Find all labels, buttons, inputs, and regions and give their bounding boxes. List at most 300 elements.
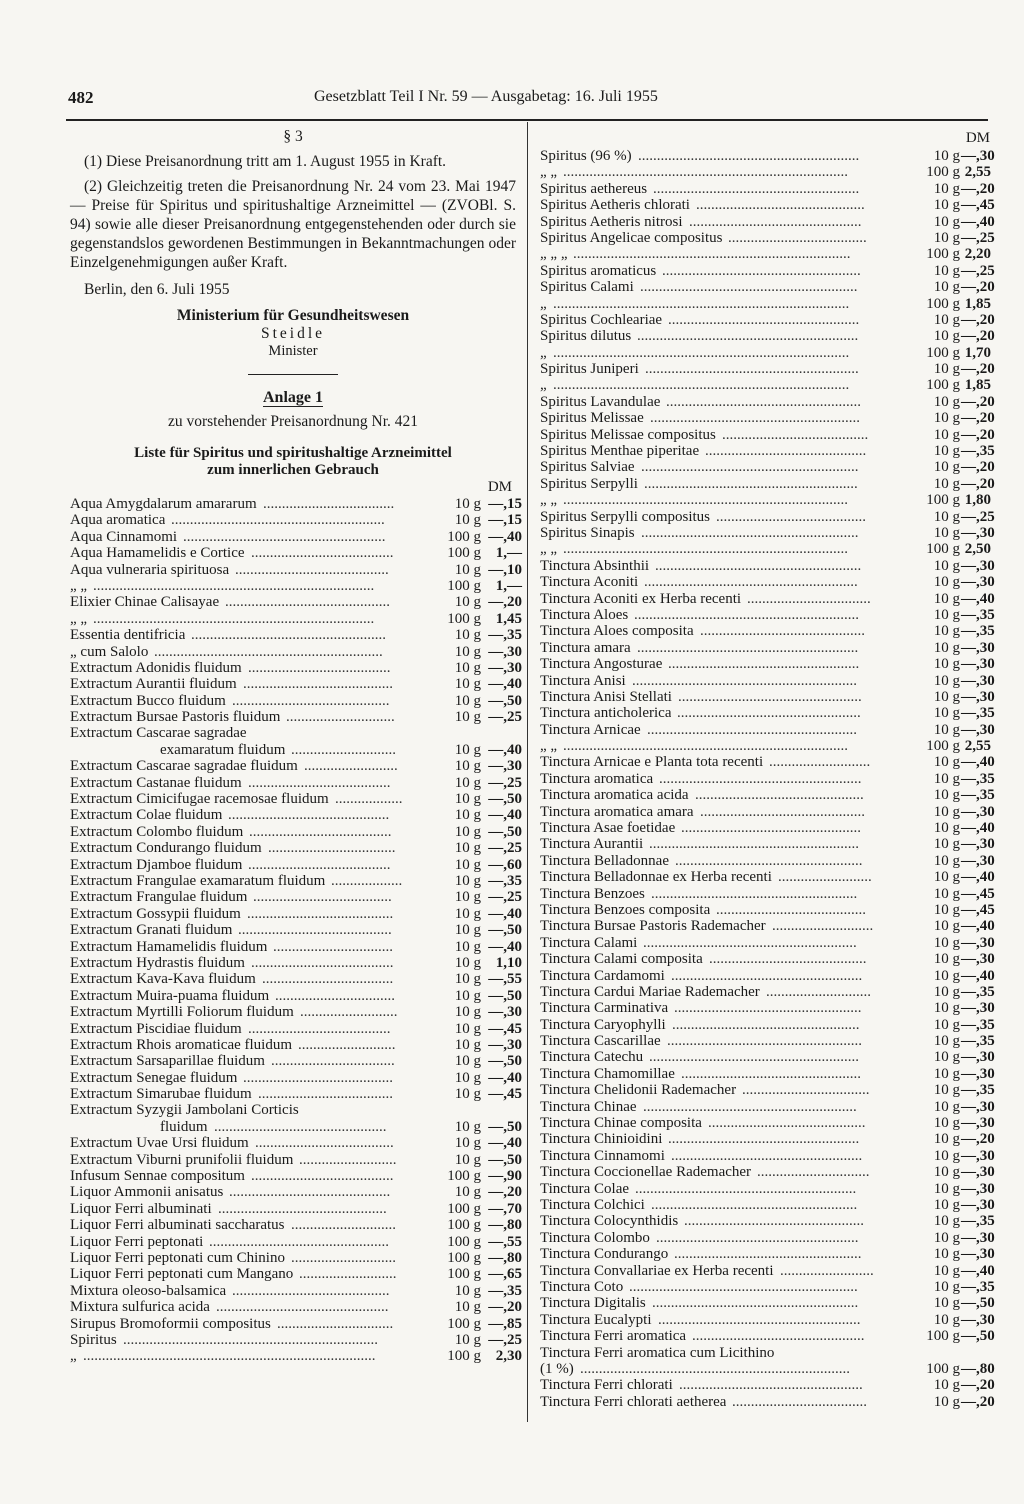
list-item [540,1197,995,1213]
price-list-left [70,496,522,1365]
item-quantity: 100 g [926,1360,960,1377]
item-quantity: 10 g [933,836,960,853]
item-quantity: 10 g [454,1299,481,1316]
list-item [70,1348,522,1365]
list-item [70,1036,522,1053]
item-price: —,50 [488,1118,522,1135]
item-price: —,40 [961,918,995,935]
item-name: Extractum Hydrastis fluidum [70,954,245,971]
item-name: „ „ [540,541,558,558]
item-name: Spiritus aromaticus [540,262,657,279]
item-name: Spiritus Sinapis [540,524,635,541]
item-price: —,50 [961,1328,995,1345]
item-quantity: 10 g [933,639,960,656]
list-item [70,1315,522,1332]
item-name: Extractum Colae fluidum [70,807,223,824]
list-item [70,856,522,873]
item-quantity: 10 g [933,918,960,935]
item-price: —,20 [961,279,995,296]
leader-dots: ......................... [304,758,398,775]
leader-dots: ........................................ [243,1069,393,1086]
leader-dots: ...................................... [251,545,394,562]
list-item [540,1360,995,1377]
item-price: —,25 [488,1331,522,1348]
item-price: 1,70 [964,344,991,361]
currency-header: DM [965,130,990,146]
item-name: Extractum Sarsaparillae fluidum [70,1053,265,1070]
leader-dots: .................................................... [667,1033,862,1050]
item-name: Sirupus Bromoformii compositus [70,1315,271,1332]
item-price: —,35 [961,1033,995,1050]
item-name: „ „ [70,610,88,627]
item-quantity: 10 g [933,1377,960,1394]
item-name: Tinctura Colombo [540,1229,650,1246]
item-price: —,20 [488,594,522,611]
item-price: —,30 [961,574,995,591]
leader-dots: .......................................................... [641,459,859,476]
list-item [540,1246,995,1263]
leader-dots: ............................ [766,983,871,1000]
list-item [540,1164,995,1181]
item-name: Extractum Frangulae fluidum [70,889,248,906]
list-item [540,1377,995,1394]
item-name: Tinctura Cascarillae [540,1033,661,1050]
item-price: 2,55 [964,738,991,755]
leader-dots: ............................................................. [154,643,383,660]
item-quantity: 10 g [933,1098,960,1115]
list-item [540,820,995,837]
item-quantity: 10 g [454,823,481,840]
item-name: Tinctura Convallariae ex Herba recenti [540,1262,774,1279]
item-name: Extractum Viburni prunifolii fluidum [70,1151,294,1168]
item-quantity: 10 g [933,901,960,918]
item-price: 1,— [495,577,522,594]
leader-dots: .................................... [732,1393,867,1410]
item-price: —,30 [961,1000,995,1017]
item-price: —,30 [961,656,995,673]
item-quantity: 10 g [933,1246,960,1263]
item-quantity: 10 g [454,692,481,709]
annex-title [70,389,516,407]
item-name: Tinctura Cardamomi [540,967,665,984]
leader-dots: ....................................................... [652,1295,859,1312]
item-quantity: 10 g [454,938,481,955]
leader-dots: ............................................................................ [563,492,848,509]
leader-dots: .............................................. [214,1118,387,1135]
leader-dots: ...................................... [249,823,392,840]
leader-dots: .................................. [268,840,396,857]
item-price: —,30 [961,1229,995,1246]
list-item [540,475,995,492]
list-item [70,823,522,840]
list-item [70,1299,522,1316]
list-item [540,1278,995,1295]
item-price: —,25 [961,262,995,279]
item-quantity: 100 g [447,577,481,594]
item-name: Extractum Bursae Pastoris fluidum [70,709,281,726]
item-quantity: 10 g [933,983,960,1000]
list-item [70,1069,522,1086]
item-quantity: 10 g [933,311,960,328]
item-quantity: 10 g [933,393,960,410]
item-price: —,40 [488,807,522,824]
item-price: —,20 [961,410,995,427]
leader-dots: .......................................................... [640,279,858,296]
item-name: Tinctura Chinae composita [540,1115,702,1132]
item-price: —,20 [488,1184,522,1201]
section-heading: § 3 [283,128,303,145]
item-price: —,30 [961,1197,995,1213]
item-name: Spiritus Aetheris chlorati [540,197,690,214]
item-quantity: 100 g [447,1315,481,1332]
list-title-line-1: Liste für Spiritus und spiritushaltige Arzneimittel [134,445,452,461]
item-price: —,40 [488,938,522,955]
item-name: Tinctura Colchici [540,1197,645,1213]
item-price: —,35 [961,1016,995,1033]
item-name: Extractum Uvae Ursi fluidum [70,1135,249,1152]
item-name: „ „ [540,164,558,181]
item-quantity: 10 g [933,197,960,214]
item-quantity: 10 g [933,623,960,640]
item-name: „ [540,344,547,361]
leader-dots: ...................................... [248,856,391,873]
item-name: Extractum Colombo fluidum [70,823,244,840]
list-item [540,787,995,804]
list-item [70,1020,522,1037]
item-price: —,50 [488,692,522,709]
list-item [70,1266,522,1283]
item-quantity: 10 g [933,1262,960,1279]
leader-dots: ................................................ [681,1065,861,1082]
annex-subtitle: zu vorstehender Preisanordnung Nr. 421 [167,413,419,430]
list-item [540,967,995,984]
leader-dots: ..................................................... [662,262,861,279]
item-price: —,30 [961,148,995,164]
price-list-right [540,148,995,1410]
leader-dots: ................................................... [668,311,860,328]
leader-dots: ........................................................ [650,410,860,427]
leader-dots: ............................................................................ [563,164,848,181]
item-name: Extractum Muira-puama fluidum [70,987,270,1004]
item-price: —,35 [961,787,995,804]
item-quantity: 10 g [933,705,960,722]
item-name: Spiritus Calami [540,279,634,296]
list-item [70,528,522,545]
item-price: —,30 [961,721,995,738]
list-item [70,889,522,906]
item-price: —,40 [488,1135,522,1152]
item-price: —,30 [961,1311,995,1328]
leader-dots: .......................................... [232,692,390,709]
item-price: —,30 [961,934,995,951]
item-name: Liquor Ferri peptonati cum Chinino [70,1249,285,1266]
leader-dots: .............................. [757,1164,870,1181]
item-quantity: 10 g [933,1180,960,1197]
item-price: —,10 [488,561,522,578]
item-price: —,20 [961,393,995,410]
item-price: —,45 [488,1020,522,1037]
leader-dots: ............................................. [218,1200,387,1217]
item-name: Aqua vulneraria spirituosa [70,561,230,578]
leader-dots: ........................................................ [647,721,857,738]
leader-dots: ............................................................................... [553,295,850,312]
item-quantity: 10 g [933,656,960,673]
list-item [540,426,995,443]
item-name: Tinctura aromatica amara [540,803,694,820]
item-price: —,30 [961,1180,995,1197]
item-quantity: 100 g [447,1200,481,1217]
item-name: Extractum Granati fluidum [70,922,233,939]
leader-dots: ............................ [291,1249,396,1266]
leader-dots: ............................................................................ [563,738,848,755]
list-item [70,659,522,676]
item-name: Tinctura Calami composita [540,951,703,968]
item-name: Infusum Sennae compositum [70,1168,245,1185]
list-item [70,971,522,988]
leader-dots: ........................................... [228,807,390,824]
item-name: Extractum Gossypii fluidum [70,905,241,922]
item-name: Liquor Ammonii anisatus [70,1184,224,1201]
item-name: Tinctura Cardui Mariae Rademacher [540,983,760,1000]
item-quantity: 10 g [454,1184,481,1201]
item-name: Tinctura Condurango [540,1246,669,1263]
leader-dots: ......................... [780,1262,874,1279]
list-item [70,741,522,758]
list-title-line-2: zum innerlichen Gebrauch [207,462,379,478]
leader-dots: ............................................................................... [553,344,850,361]
item-price: —,50 [488,922,522,939]
leader-dots: ...................................................... [658,1311,861,1328]
item-price: —,80 [961,1360,995,1377]
leader-dots: ........................................................................... [93,577,375,594]
list-item [540,656,995,673]
list-item [70,561,522,578]
item-price: —,45 [961,885,995,902]
item-price: —,35 [961,1213,995,1230]
leader-dots: ...................................................... [659,770,862,787]
item-quantity: 10 g [933,1295,960,1312]
item-name: Tinctura Eucalypti [540,1311,652,1328]
item-quantity: 10 g [454,1331,481,1348]
leader-dots: ....................................................... [655,557,862,574]
list-item [70,594,522,611]
leader-dots: ........................................................................ [580,1360,850,1377]
item-price: —,40 [961,754,995,771]
item-quantity: 10 g [933,1229,960,1246]
item-quantity: 10 g [454,1020,481,1037]
item-quantity: 10 g [933,1147,960,1164]
item-name: Tinctura anticholerica [540,705,672,722]
item-name: „ „ [70,577,88,594]
list-item [540,1295,995,1312]
item-quantity: 10 g [454,561,481,578]
leader-dots: ................................................... [671,967,863,984]
item-quantity: 100 g [447,1348,481,1365]
item-price: 2,20 [964,246,991,263]
list-item [70,1004,522,1021]
item-name: Spiritus Cochleariae [540,311,663,328]
list-item [540,1098,995,1115]
list-item [540,557,995,574]
list-item [540,148,995,164]
leader-dots: ......................................................... [643,934,857,951]
item-name: Aqua Cinnamomi [70,528,178,545]
leader-dots: ................................... [263,496,395,512]
leader-dots: ........................................... [229,1184,391,1201]
leader-dots: ..................................... [253,889,392,906]
item-quantity: 10 g [933,951,960,968]
page-number: 482 [68,88,94,107]
item-name: Extractum Syzygii Jambolani Corticis [70,1102,299,1119]
item-price: —,35 [961,1082,995,1099]
list-item [70,1217,522,1234]
list-item [540,901,995,918]
item-quantity: 10 g [933,1016,960,1033]
leader-dots: .......................................... [708,1115,866,1132]
item-name: Spiritus aethereus [540,180,648,197]
item-quantity: 10 g [454,1151,481,1168]
item-price: —,25 [488,889,522,906]
item-price: —,30 [961,557,995,574]
item-price: —,50 [488,791,522,808]
leader-dots: ......................................... [235,561,389,578]
item-price: —,30 [488,643,522,660]
list-item [540,459,995,476]
item-quantity: 10 g [933,1033,960,1050]
item-quantity: 10 g [933,443,960,460]
list-item [540,508,995,525]
item-price: 2,30 [495,1348,522,1365]
item-name: „ „ „ [540,246,568,263]
leader-dots: ......................................... [238,922,392,939]
item-quantity: 100 g [447,1249,481,1266]
list-item [70,1102,516,1118]
item-price: —,30 [961,803,995,820]
item-price: —,40 [488,905,522,922]
leader-dots: .............................................................................. [83,1348,376,1365]
list-item [540,279,995,296]
list-item [70,1086,522,1103]
separator-rule [248,374,338,375]
leader-dots: .......................... [300,1004,398,1021]
leader-dots: ............................................................. [629,1278,858,1295]
page-header [64,88,964,110]
list-item [540,738,990,754]
item-quantity: 10 g [454,774,481,791]
list-item [70,512,522,529]
item-price: 1,85 [964,377,991,394]
item-price: —,20 [961,311,995,328]
leader-dots: ............................................................ [634,606,859,623]
list-item [540,541,990,557]
list-item [540,328,995,345]
list-item [540,1229,995,1246]
item-name: Tinctura Asae foetidae [540,820,676,837]
item-price: —,35 [961,623,995,640]
leader-dots: .............................................. [692,1328,865,1345]
item-quantity: 10 g [454,659,481,676]
list-item [540,311,995,328]
item-name: Liquor Ferri albuminati [70,1200,212,1217]
item-price: —,60 [488,856,522,873]
item-quantity: 10 g [933,1115,960,1132]
item-name: Tinctura Colocynthidis [540,1213,679,1230]
item-name: Tinctura Aconiti [540,574,639,591]
list-item [540,705,995,722]
leader-dots: .......................... [299,1151,397,1168]
item-name: Spiritus Melissae compositus [540,426,716,443]
leader-dots: .................................. [742,1082,870,1099]
item-quantity: 10 g [933,754,960,771]
item-price: —,85 [488,1315,522,1332]
leader-dots: ........................................... [705,443,867,460]
item-name: Spiritus [70,1331,117,1348]
item-quantity: 10 g [933,688,960,705]
leader-dots: ................................................... [668,656,860,673]
item-quantity: 10 g [454,1036,481,1053]
list-item [540,524,995,541]
item-name: Spiritus Serpylli [540,475,638,492]
item-quantity: 100 g [926,377,960,394]
leader-dots: ................................................. [679,1377,863,1394]
list-item [540,606,995,623]
item-name: Tinctura Coto [540,1278,624,1295]
item-price: —,45 [961,197,995,214]
item-name: Spiritus Aetheris nitrosi [540,213,683,230]
item-name: Mixtura sulfurica acida [70,1299,210,1316]
list-item [540,1393,995,1410]
item-quantity: 100 g [926,492,960,509]
item-price: —,25 [488,774,522,791]
list-item [540,393,995,410]
item-quantity: 10 g [933,1065,960,1082]
list-item [540,229,995,246]
item-price: —,50 [961,1295,995,1312]
item-name: Tinctura aromatica acida [540,787,689,804]
item-price: —,45 [961,901,995,918]
item-quantity: 10 g [454,758,481,775]
leader-dots: .................................... [258,1086,393,1103]
item-quantity: 10 g [454,594,481,611]
item-name: Essentia dentifricia [70,627,186,644]
item-price: —,35 [961,1278,995,1295]
item-name: Aqua Amygdalarum amararum [70,496,257,512]
list-item [540,1180,995,1197]
item-price: —,20 [961,459,995,476]
list-item [70,1249,522,1266]
item-name: Extractum Adonidis fluidum [70,659,242,676]
list-item [540,1345,990,1361]
item-price: —,30 [961,1065,995,1082]
item-price: —,30 [961,1246,995,1263]
item-price: —,30 [961,1098,995,1115]
leader-dots: .......................... [299,1266,397,1283]
item-price: —,30 [961,1147,995,1164]
item-quantity: 100 g [926,344,960,361]
list-item [540,852,995,869]
item-name: Extractum Djamboe fluidum [70,856,243,873]
leader-dots: ........................................................... [637,328,859,345]
item-name: Spiritus (96 %) [540,148,632,164]
item-price: —,40 [961,820,995,837]
list-item [540,869,995,886]
list-item [540,721,995,738]
leader-dots: ....................................... [247,905,394,922]
item-quantity: 100 g [926,295,960,312]
leader-dots: ................................ [275,987,395,1004]
item-name: „ [540,295,547,312]
item-name: Tinctura Chamomillae [540,1065,675,1082]
